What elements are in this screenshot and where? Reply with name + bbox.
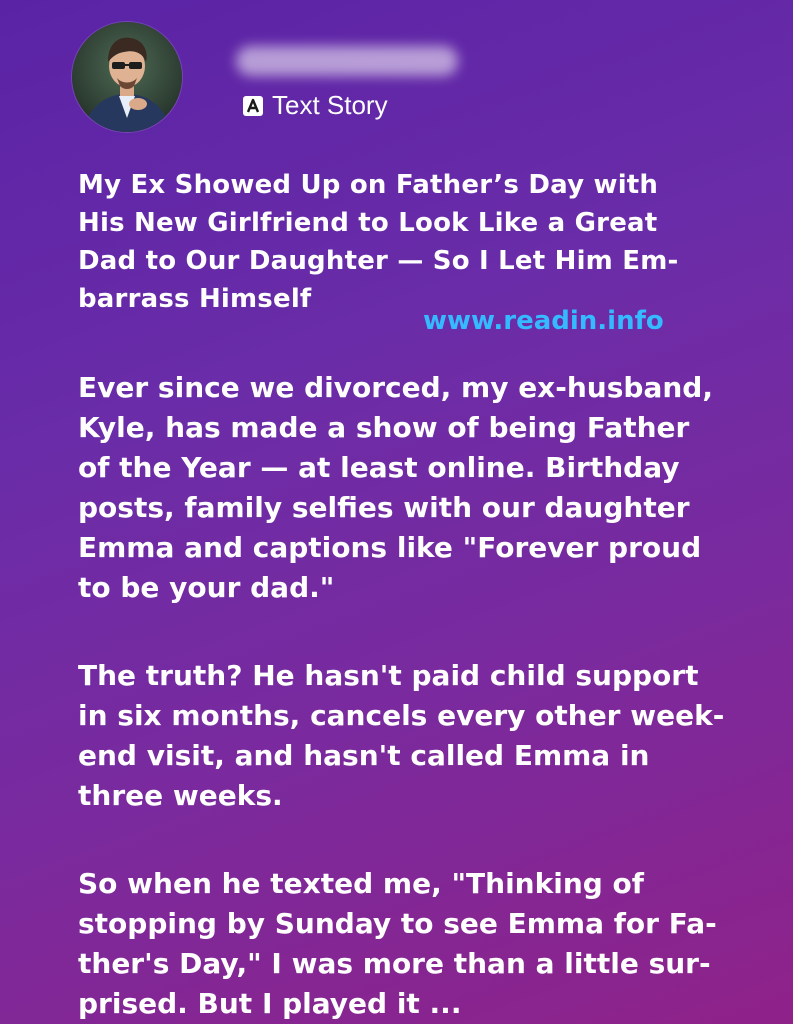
paragraph-line: posts, family selfies with our daughter [78,491,690,524]
paragraph-line: stopping by Sunday to see Emma for Fa- [78,907,717,940]
story-paragraph-1 [78,368,738,608]
paragraph-line: in six months, cancels every other week- [78,699,725,732]
paragraph-line: to be your dad." [78,571,335,604]
paragraph-line: prised. But I played it ... [78,987,462,1020]
letter-a-badge-icon [242,95,264,117]
story-paragraph-2 [78,656,738,816]
story-type [242,90,388,121]
paragraph-line: ther's Day," I was more than a little sur- [78,947,711,980]
paragraph-line: three weeks. [78,779,283,812]
title-line: His New Girlfriend to Look Like a Great [78,208,658,238]
paragraph-line: Kyle, has made a show of being Father [78,411,690,444]
title-line: My Ex Showed Up on Father’s Day with [78,170,659,200]
title-line: Dad to Our Daughter — So I Let Him Em- [78,246,679,276]
author-name-blurred [236,46,458,76]
paragraph-line: So when he texted me, "Thinking of [78,867,644,900]
paragraph-line: Ever since we divorced, my ex-husband, [78,371,713,404]
paragraph-line: The truth? He hasn't paid child support [78,659,699,692]
story-paragraph-3 [78,864,738,1024]
paragraph-line: Emma and captions like "Forever proud [78,531,702,564]
watermark-url: www.readin.info [423,306,664,336]
title-line: barrass Himself [78,284,312,314]
paragraph-line: of the Year — at least online. Birthday [78,451,680,484]
paragraph-line: end visit, and hasn't called Emma in [78,739,650,772]
story-title [78,166,718,318]
avatar[interactable] [72,22,182,132]
profile-photo-icon [72,22,182,132]
story-type-label: Text Story [272,90,388,120]
